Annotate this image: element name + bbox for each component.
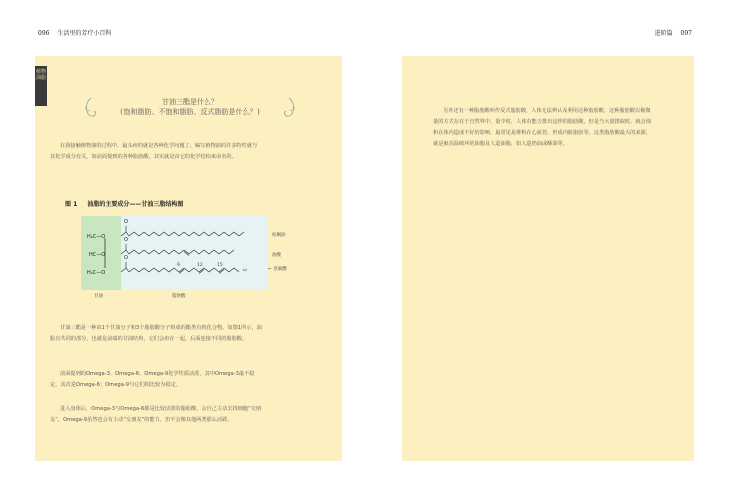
figure-title: 图 1 油脂的主要成分——甘油三脂结构图	[65, 201, 184, 208]
chapter-title: 进阶篇	[654, 30, 673, 37]
body-paragraph-2: 前面提到的Omega-3、Omega-6、Omega-9化学性质活泼，其中Omega-3最不稳定，其次是Omega-6；Omega-9与它们相比较为稳定。	[50, 371, 255, 388]
right-paragraph: 另外还有一种脂肪酸叫作反式脂肪酸，人体无法辨认及利用这种脂肪酸。这种脂肪酸以极微量的方式存在于自然界中，量少时，人体有能力排出这样的脂肪酸，但是当大量摄取时，就会囤积在体内造成不好的影响，最常见是堆积在心血管，形成内脏脂肪等。这类脂肪酸最大的来源，就是被高温破坏的油脂及人造油脂，如人造奶油或酥油等。	[433, 108, 651, 147]
question-heading	[85, 92, 295, 122]
glycerol-line-2: HC—O	[89, 252, 106, 258]
double-bond-mark: 15	[217, 263, 223, 268]
label-oleic: 油酸	[272, 253, 281, 258]
right-page-header	[655, 28, 692, 37]
left-page-number: 096	[38, 30, 50, 37]
question-line-2: (饱和脂肪、不饱和脂肪、反式脂肪是什么？)	[119, 108, 261, 116]
question-line-1: 甘油三酯是什么？	[162, 98, 218, 106]
omega-mark: ω	[243, 268, 247, 273]
body-paragraph-3: 进入身体后，Omega-3与Omega-6都是比较活泼的脂肪酸，会自己主动去找细胞“交朋友”，Omega-9虽然也会有主动“交朋友”的能力，但不会像其他两类那么活跃。	[50, 406, 262, 423]
left-page-header	[38, 28, 111, 37]
label-palmitic: 棕榈油	[272, 233, 286, 238]
label-fatty-acid: 脂肪酸	[172, 294, 186, 299]
carbonyl-o-label: O	[124, 255, 128, 261]
right-page-number: 097	[680, 30, 692, 37]
label-linolenic: ← 亚麻酸	[268, 267, 287, 272]
body-paragraph-1: 甘油三酯是一种由1个甘油分子和3个脂肪酸分子组成的酯类有机化合物。如图1所示，油脂有共同的部分，也就是前端的甘油结构，它们会串在一起，后面连接不同的脂肪酸。	[50, 325, 262, 342]
carbonyl-o-label: O	[124, 219, 128, 225]
double-bond-mark: 12	[197, 263, 203, 268]
fatty-acid-chains	[81, 216, 267, 290]
double-bond-mark: 9	[177, 263, 180, 268]
glycerol-line-1: H₂C—O	[87, 234, 106, 240]
carbonyl-o-label: O	[124, 237, 128, 243]
triglyceride-diagram	[81, 216, 267, 290]
intro-paragraph: 在我接触植物油的过程中，最头疼的就是各种化学问题了。编写植物油的许多特性就与其化学成分有关，如前面提到的各种脂肪酸，其实就是由它的化学结构来命名的。	[50, 143, 258, 160]
glycerol-line-3: H₂C—O	[87, 270, 106, 276]
section-tab: 植物 油脂	[35, 66, 47, 106]
book-title: 生活里的芳疗小百科	[57, 30, 112, 37]
label-glycerol: 甘油	[94, 294, 103, 299]
